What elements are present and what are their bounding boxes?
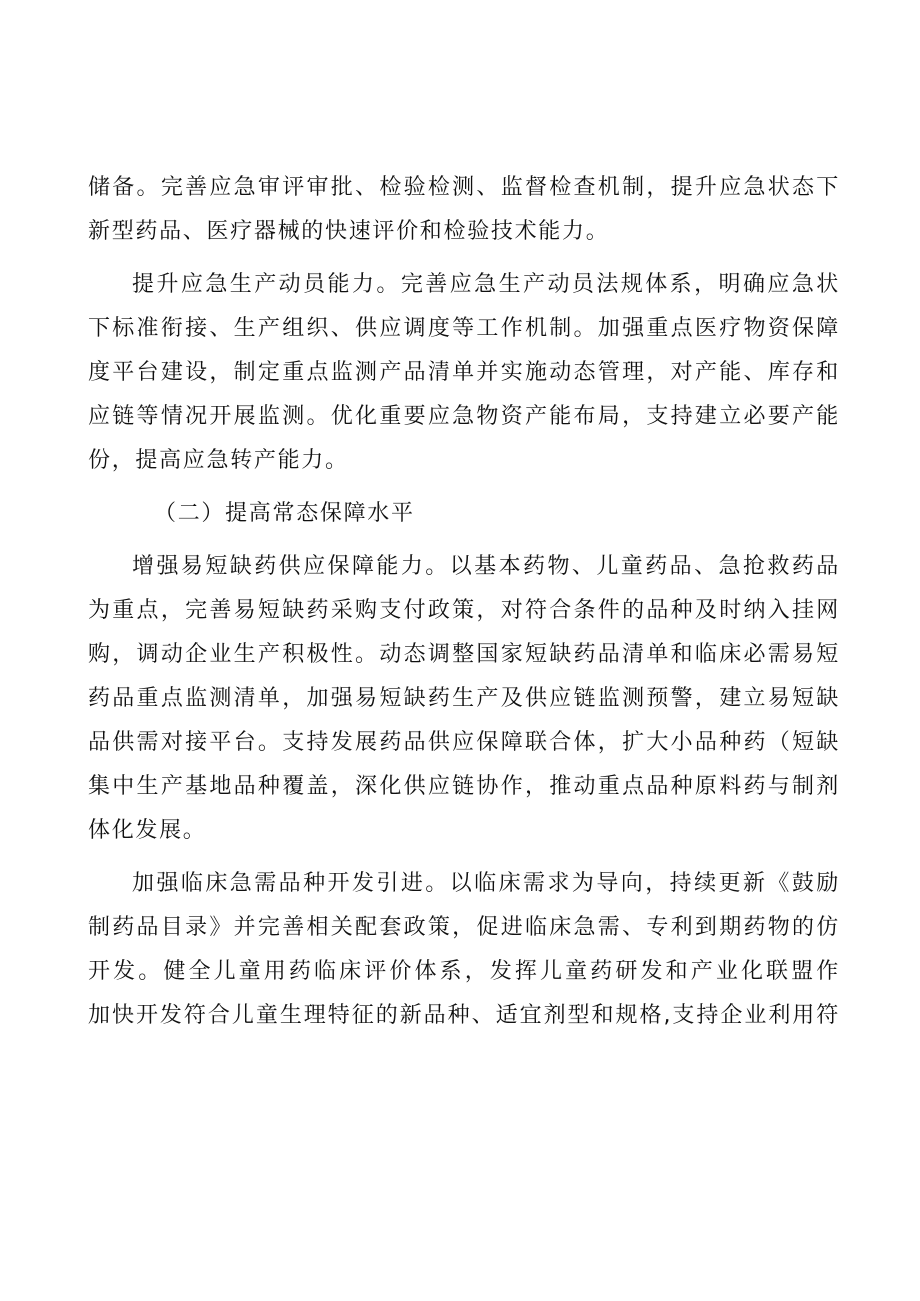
text-line: 开发。健全儿童用药临床评价体系，发挥儿童药研发和产业化联盟作 xyxy=(88,959,840,984)
text-line: 加强临床急需品种开发引进。以临床需求为导向，持续更新《鼓励 xyxy=(132,871,840,896)
heading-text: （二）提高常态保障水平 xyxy=(154,501,415,526)
text-line: 储备。完善应急审评审批、检验检测、监督检查机制，提升应急状态下 xyxy=(88,175,840,200)
text-line: 增强易短缺药供应保障能力。以基本药物、儿童药品、急抢救药品 xyxy=(132,554,840,579)
text-line: 份，提高应急转产能力。 xyxy=(88,448,349,473)
paragraph-emergency-production xyxy=(88,263,840,483)
text-line: 应链等情况开展监测。优化重要应急物资产能布局，支持建立必要产能 xyxy=(88,404,840,429)
text-line: 为重点，完善易短缺药采购支付政策，对符合条件的品种及时纳入挂网 xyxy=(88,598,840,623)
text-line: 度平台建设，制定重点监测产品清单并实施动态管理，对产能、库存和 xyxy=(88,360,840,385)
text-line: 药品重点监测清单，加强易短缺药生产及供应链监测预警，建立易短缺 xyxy=(88,686,840,711)
paragraph-clinical-needs xyxy=(88,862,840,1038)
section-heading xyxy=(88,492,840,536)
text-line: 体化发展。 xyxy=(88,818,207,843)
text-line: 制药品目录》并完善相关配套政策，促进临床急需、专利到期药物的仿 xyxy=(88,915,840,940)
text-line: 购，调动企业生产积极性。动态调整国家短缺药品清单和临床必需易短 xyxy=(88,642,840,667)
text-line: 加快开发符合儿童生理特征的新品种、适宜剂型和规格,支持企业利用符 xyxy=(88,1003,840,1028)
paragraph-emergency-review xyxy=(88,166,840,254)
text-line: 品供需对接平台。支持发展药品供应保障联合体，扩大小品种药（短缺 xyxy=(88,730,840,755)
text-line: 下标准衔接、生产组织、供应调度等工作机制。加强重点医疗物资保障 xyxy=(88,316,840,341)
text-line: 提升应急生产动员能力。完善应急生产动员法规体系，明确应急状 xyxy=(132,272,840,297)
text-line: 新型药品、医疗器械的快速评价和检验技术能力。 xyxy=(88,219,610,244)
paragraph-shortage-drugs xyxy=(88,545,840,853)
text-line: 集中生产基地品种覆盖，深化供应链协作，推动重点品种原料药与制剂 xyxy=(88,774,840,799)
document-body xyxy=(88,166,840,1038)
